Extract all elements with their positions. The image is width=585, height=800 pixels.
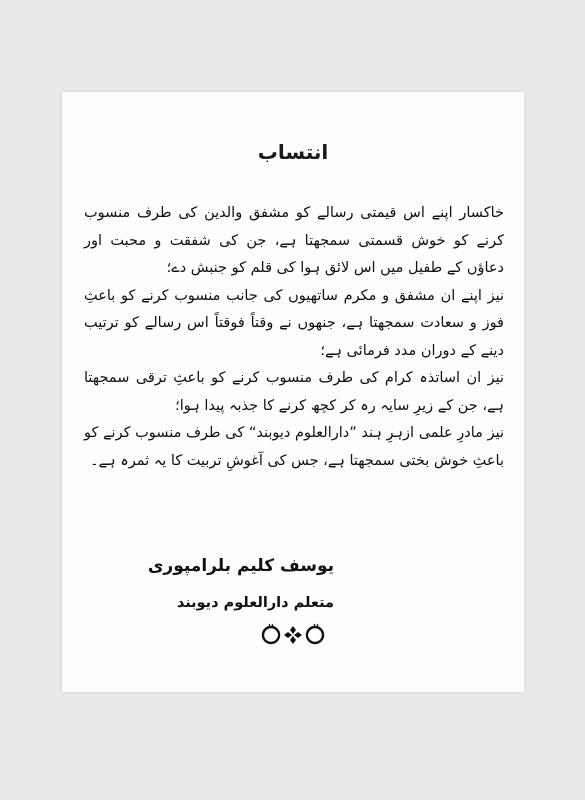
ornament-shape xyxy=(261,622,325,648)
dedication-text xyxy=(84,200,504,475)
page xyxy=(62,92,524,692)
page-title: انتساب xyxy=(257,140,329,164)
author-role: متعلم دارالعلوم دیوبند xyxy=(176,595,334,611)
paragraph-companions: نیز اپنے ان مشفق و مکرم ساتھیوں کی جانب منسوب کرنے کو باعثِ فوز و سعادت سمجھتا ہے، جنھوں نے وقتاً فوقتاً اس رسالے کو ترتیب دینے کے دوران مدد فرمائی ہے؛ xyxy=(84,287,504,359)
paragraph-teachers: نیز ان اساتذہ کرام کی طرف منسوب کرنے کو باعثِ ترقی سمجھتا ہے، جن کے زیرِ سایہ رہ کر کچھ کرنے کا جذبہ پیدا ہوا؛ xyxy=(84,370,504,414)
author-name: یوسف کلیم بلرامپوری xyxy=(147,556,334,576)
paragraph-alma-mater: نیز مادرِ علمی ازہرِ ہند ”دارالعلوم دیوبند“ کی طرف منسوب کرنے کو باعثِ خوش بختی سمجھتا ہے، جس کی آغوشِ تربیت کا یہ ثمرہ ہے۔ xyxy=(84,425,504,469)
paragraph-parents: خاکسار اپنے اس قیمتی رسالے کو مشفق والدین کی طرف منسوب کرنے کو خوش قسمتی سمجھتا ہے، جن کی شفقت و محبت اور دعاؤں کے طفیل میں اس لائق ہوا کی قلم کو جنبش دے؛ xyxy=(84,205,504,276)
floral-ornament-icon xyxy=(62,622,524,648)
signature-block xyxy=(148,550,334,618)
